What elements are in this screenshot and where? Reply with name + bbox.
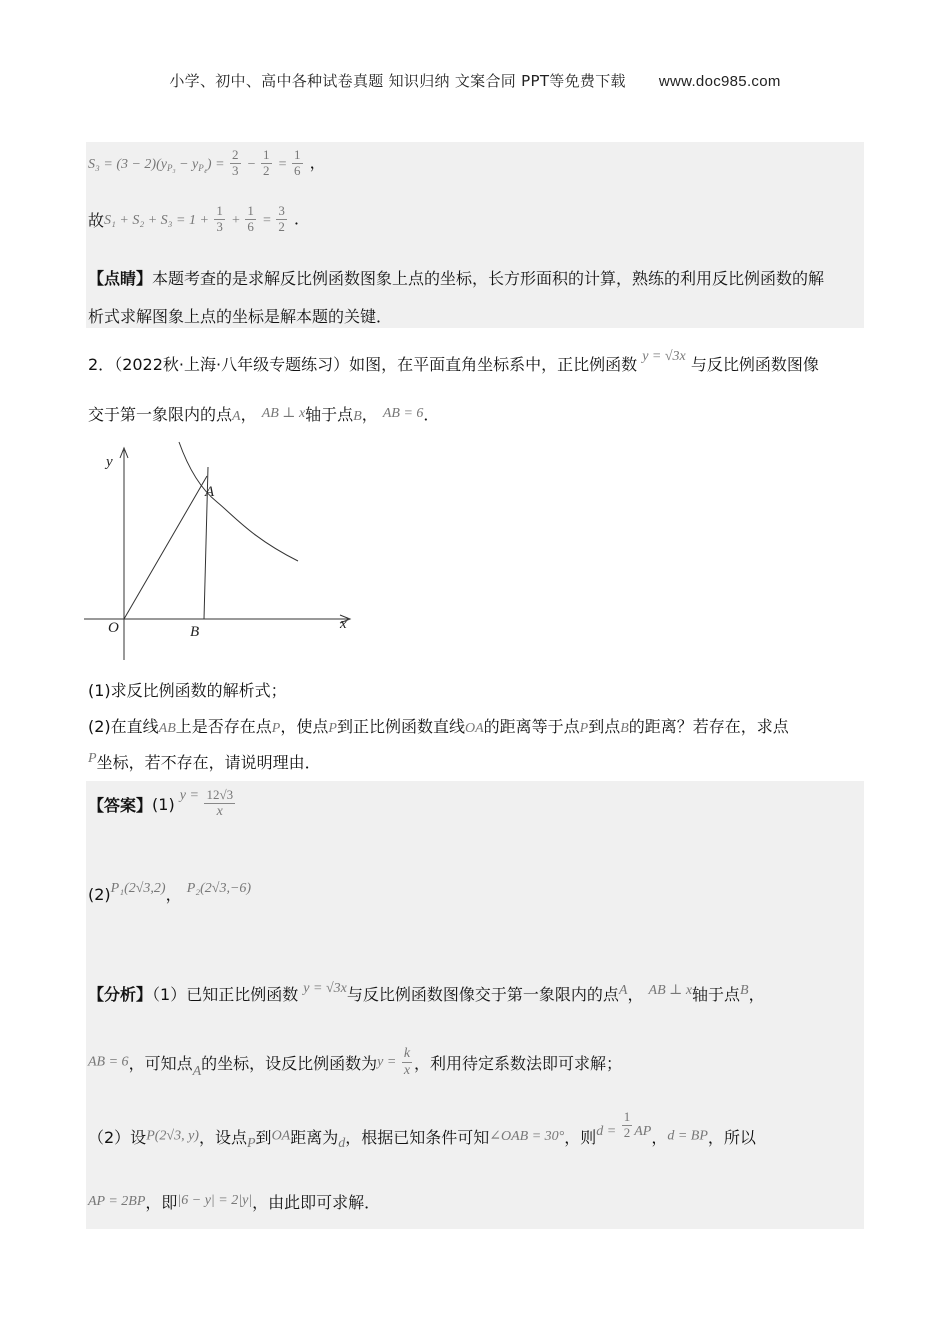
label-o: O xyxy=(108,620,119,636)
comment-line-1: 【点睛】本题考查的是求解反比例函数图象上点的坐标，长方形面积的计算，熟练的利用反比例函数的解 xyxy=(88,269,825,288)
header-site[interactable]: www.doc985.com xyxy=(658,73,781,90)
analysis-line-3: （2）设P(2√3, y)，设点P到OA距离为d，根据已知条件可知∠OAB = 30°，则d = $\frac{1}{2}$ AP，d = BP，所以 xyxy=(88,1109,756,1151)
answer-block xyxy=(86,781,864,1229)
analysis-line-2: AB = 6，可知点A的坐标，设反比例函数为y = $\frac{k}{x}$ ，利用待定系数法即可求解； xyxy=(88,1046,623,1080)
label-a: A xyxy=(205,484,215,500)
coordinate-graph xyxy=(84,440,364,670)
problem-number: 2． xyxy=(88,355,115,374)
problem-line-2: 交于第一象限内的点A， AB ⊥ x轴于点B， AB = 6． xyxy=(88,405,440,424)
answer-2: (2)P₁(2√3,2)， P₂(2√3,−6) xyxy=(88,881,252,904)
problem-function: y = √3x xyxy=(642,349,686,364)
header-text: 小学、初中、高中各种试卷真题 知识归纳 文案合同 PPT等免费下载 xyxy=(169,72,626,90)
label-x: x xyxy=(340,616,347,632)
answer-1: 【答案】(1) y = $\frac{12√3}{x}$ xyxy=(88,787,234,820)
hyperbola-curve xyxy=(179,442,298,561)
question-2-line-1: (2)在直线AB上是否存在点P，使点P到正比例函数直线OA的距离等于点P到点B的距离？若存在，求点 xyxy=(88,717,789,736)
question-1: (1)求反比例函数的解析式； xyxy=(88,681,287,700)
question-2-line-2: P坐标，若不存在，请说明理由． xyxy=(88,751,321,772)
analysis-label: 【分析】 xyxy=(88,985,153,1004)
label-b: B xyxy=(190,624,200,640)
line-oa xyxy=(124,476,207,619)
s3-formula: $S_3 = (3 - 2)(y_{P_3} - y_{P_4})$ = $\frac{2}{3}$ − $\frac{1}{2}$ = $\frac{1}{6}$ ， xyxy=(88,147,326,178)
analysis-line-4: AP = 2BP，即|6 − y| = 2|y|，由此即可求解． xyxy=(88,1193,381,1212)
sum-formula: 故S₁ + S₂ + S₃ = 1 + $\frac{1}{3}$ + $\frac{1}{6}$ = $\frac{3}{2}$ ． xyxy=(88,203,311,234)
problem-line-1: 2．（2022秋·上海·八年级专题练习）如图，在平面直角坐标系中，正比例函数 y = √3x 与反比例函数图像 xyxy=(88,349,819,374)
answer-label: 【答案】 xyxy=(88,796,153,815)
comment-label: 【点睛】 xyxy=(88,269,153,288)
problem-source: （2022秋·上海·八年级专题练习） xyxy=(114,355,350,374)
analysis-line-1: 【分析】（1）已知正比例函数 y = √3x与反比例函数图像交于第一象限内的点A， AB ⊥ x轴于点B， xyxy=(88,981,765,1004)
comment-line-2: 析式求解图象上点的坐标是解本题的关键． xyxy=(88,307,393,326)
label-y: y xyxy=(106,454,113,470)
page-header xyxy=(0,70,950,91)
